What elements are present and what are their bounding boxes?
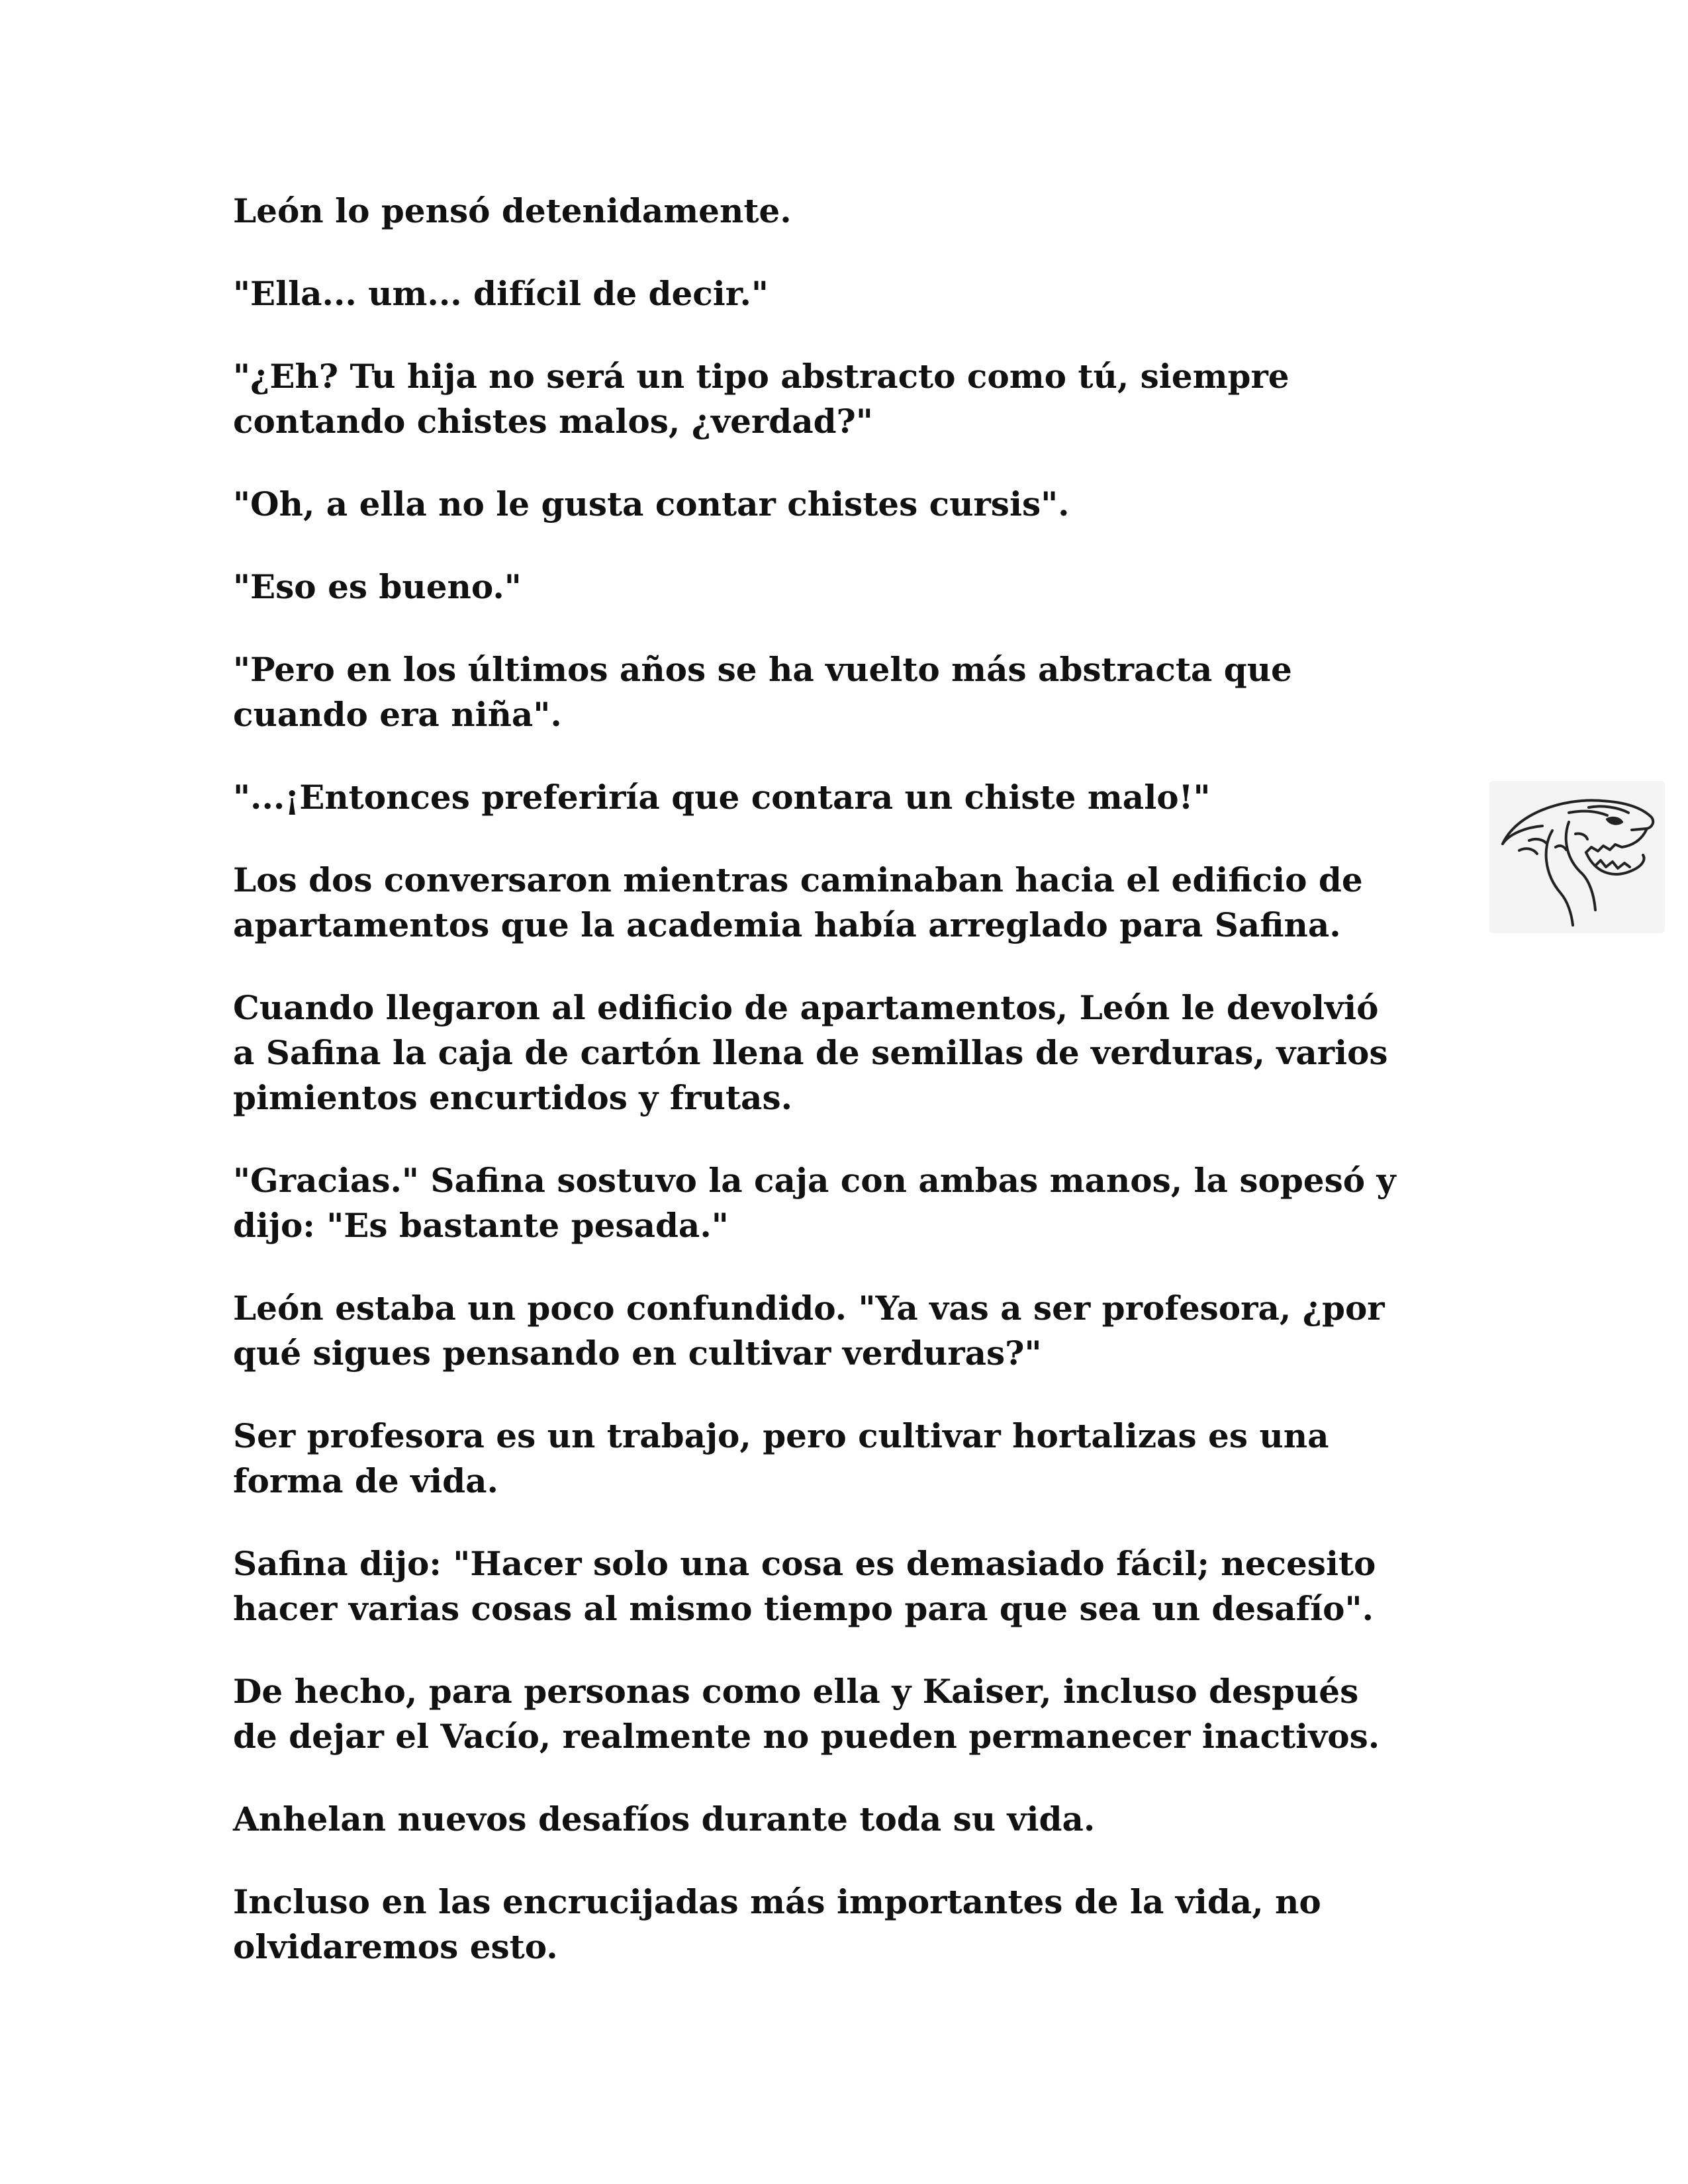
text-line: olvidaremos esto.: [233, 1927, 558, 1966]
paragraph: [233, 1158, 1477, 1248]
paragraph: [233, 985, 1477, 1120]
paragraph: [233, 858, 1477, 948]
text-line: contando chistes malos, ¿verdad?": [233, 402, 873, 441]
paragraph: [233, 647, 1477, 737]
text-line: Ser profesora es un trabajo, pero cultivar hortalizas es una: [233, 1416, 1329, 1455]
paragraph: [233, 1414, 1477, 1504]
text-line: "Gracias." Safina sostuvo la caja con ambas manos, la sopesó y: [233, 1161, 1396, 1200]
text-line: "Oh, a ella no le gusta contar chistes cursis".: [233, 484, 1070, 523]
text-line: hacer varias cosas al mismo tiempo para que sea un desafío".: [233, 1589, 1374, 1628]
paragraph: [233, 565, 1477, 610]
text-line: qué sigues pensando en cultivar verduras?": [233, 1334, 1042, 1373]
paragraph: [233, 1669, 1477, 1759]
text-line: Los dos conversaron mientras caminaban hacia el edificio de: [233, 860, 1363, 899]
paragraph: [233, 1880, 1477, 1970]
text-line: León lo pensó detenidamente.: [233, 191, 792, 230]
text-line: forma de vida.: [233, 1461, 498, 1500]
paragraph: [233, 189, 1477, 234]
text-line: Incluso en las encrucijadas más importantes de la vida, no: [233, 1882, 1321, 1921]
paragraph: [233, 1797, 1477, 1842]
document-body: [233, 189, 1477, 2007]
text-line: León estaba un poco confundido. "Ya vas a ser profesora, ¿por: [233, 1289, 1385, 1328]
dinosaur-logo: [1489, 781, 1665, 933]
text-line: Cuando llegaron al edificio de apartamentos, León le devolvió: [233, 988, 1379, 1027]
text-line: "¿Eh? Tu hija no será un tipo abstracto como tú, siempre: [233, 357, 1289, 396]
paragraph: [233, 271, 1477, 316]
dinosaur-head-icon: [1489, 781, 1665, 933]
text-line: a Safina la caja de cartón llena de semillas de verduras, varios: [233, 1033, 1388, 1072]
paragraph: [233, 775, 1477, 820]
text-line: cuando era niña".: [233, 695, 562, 734]
text-line: pimientos encurtidos y frutas.: [233, 1078, 792, 1117]
text-line: de dejar el Vacío, realmente no pueden permanecer inactivos.: [233, 1717, 1380, 1756]
text-line: "Pero en los últimos años se ha vuelto más abstracta que: [233, 650, 1292, 689]
text-line: dijo: "Es bastante pesada.": [233, 1206, 729, 1245]
paragraph: [233, 1286, 1477, 1376]
text-line: "...¡Entonces preferiría que contara un chiste malo!": [233, 778, 1211, 817]
paragraph: [233, 482, 1477, 527]
text-line: "Ella... um... difícil de decir.": [233, 274, 769, 313]
paragraph: [233, 1541, 1477, 1631]
paragraph: [233, 354, 1477, 444]
text-line: De hecho, para personas como ella y Kaiser, incluso después: [233, 1672, 1359, 1711]
text-line: Anhelan nuevos desafíos durante toda su vida.: [233, 1799, 1096, 1839]
text-line: apartamentos que la academia había arreglado para Safina.: [233, 905, 1341, 944]
text-line: "Eso es bueno.": [233, 567, 522, 606]
text-line: Safina dijo: "Hacer solo una cosa es demasiado fácil; necesito: [233, 1544, 1376, 1583]
